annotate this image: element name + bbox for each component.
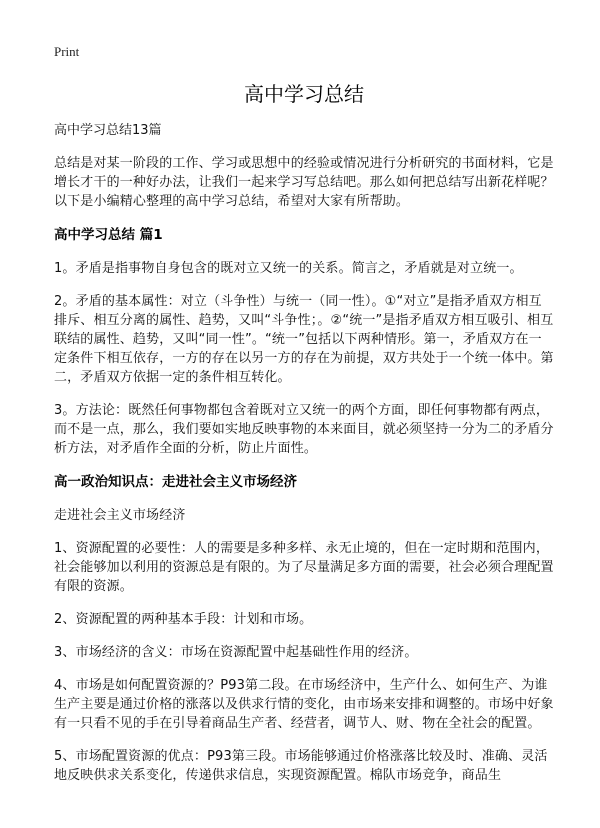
document-subtitle: 高中学习总结13篇 [54, 123, 162, 138]
intro-paragraph: 总结是对某一阶段的工作、学习或思想中的经验或情况进行分析研究的书面材料，它是增长才干的一种好办法，让我们一起来学习写总结吧。那么如何把总结写出新花样呢？以下是小编精心整理的高中学习总结，希望对大家有所帮助。 [54, 156, 554, 209]
paragraph: 1。矛盾是指事物自身包含的既对立又统一的关系。简言之，矛盾就是对立统一。 [54, 261, 523, 276]
paragraph: 1、资源配置的必要性：人的需要是多种多样、永无止境的，但在一定时期和范围内，社会能够加以利用的资源总是有限的。为了尽量满足多方面的需要，社会必须合理配置有限的资源。 [54, 541, 554, 594]
document-title: 高中学习总结 [244, 82, 364, 106]
paragraph: 2。矛盾的基本属性：对立（斗争性）与统一（同一性）。①“对立”是指矛盾双方相互排斥、相互分离的属性、趋势，又叫“斗争性；。②“统一”是指矛盾双方相互吸引、相互联结的属性、趋势，又叫“同一性”。“统一”包括以下两种情形。第一，矛盾双方在一定条件下相互依存，一方的存在以另一方的存在为前提，双方共处于一个统一体中。第二，矛盾双方依据一定的条件相互转化。 [54, 294, 554, 385]
document-page [54, 44, 554, 785]
paragraph: 3、市场经济的含义：市场在资源配置中起基础性作用的经济。 [54, 645, 418, 660]
paragraph: 3。方法论：既然任何事物都包含着既对立又统一的两个方面，即任何事物都有两点，而不是一点，那么，我们要如实地反映事物的本来面目，就必须坚持一分为二的矛盾分析方法，对矛盾作全面的分析，防止片面性。 [54, 403, 554, 456]
section-heading: 高一政治知识点：走进社会主义市场经济 [54, 474, 297, 490]
paragraph: 4、市场是如何配置资源的？P93第二段。在市场经济中，生产什么、如何生产、为谁生产主要是通过价格的涨落以及供求行情的变化，由市场来安排和调整的。市场中好象有一只看不见的手在引导着商品生产者、经营者，调节人、财、物在全社会的配置。 [54, 678, 554, 731]
print-link[interactable]: Print [54, 44, 80, 59]
section-heading: 高中学习总结 篇1 [54, 227, 163, 243]
paragraph: 2、资源配置的两种基本手段：计划和市场。 [54, 612, 313, 627]
paragraph: 走进社会主义市场经济 [54, 508, 186, 523]
paragraph: 5、市场配置资源的优点：P93第三段。市场能够通过价格涨落比较及时、准确、灵活地反映供求关系变化，传递供求信息，实现资源配置。棉队市场竞争，商品生 [54, 749, 548, 783]
